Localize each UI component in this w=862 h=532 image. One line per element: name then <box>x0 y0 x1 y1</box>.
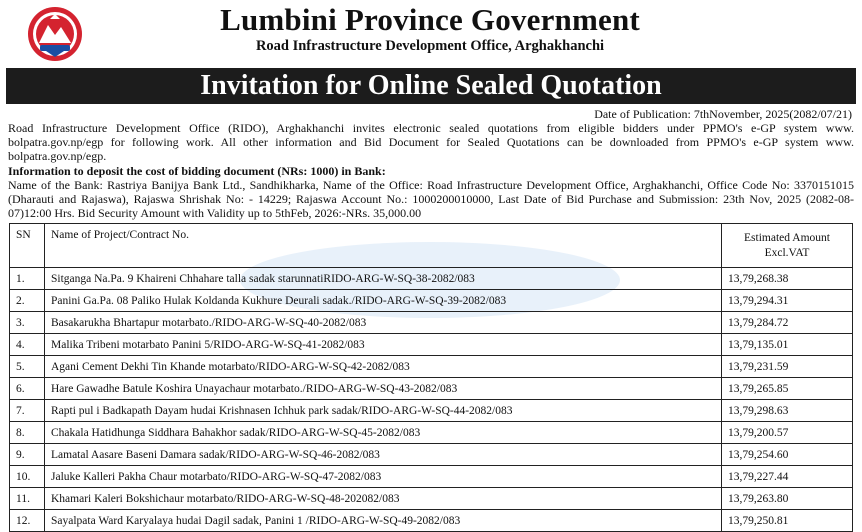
table-row <box>10 400 853 422</box>
row-sn: 12. <box>10 510 45 532</box>
row-sn: 3. <box>10 312 45 334</box>
project-name-header: Name of Project/Contract No. <box>45 224 722 268</box>
nepal-emblem-icon <box>26 5 84 63</box>
intro-paragraph: Road Infrastructure Development Office (RIDO), Arghakhanchi invites electronic sealed quotations from eligible bidders under PPMO's e-GP system www. bolpatra.gov.np/egp for following work. All other information and Bid Document for Sealed Quotations can be downloaded from PPMO's e-GP system www. bolpatra.gov.np/egp. <box>8 121 854 164</box>
row-amount: 13,79,268.38 <box>722 268 853 290</box>
row-amount: 13,79,250.81 <box>722 510 853 532</box>
amount-header-line1: Estimated Amount <box>744 231 830 244</box>
sn-header: SN <box>10 224 45 268</box>
table-row <box>10 444 853 466</box>
table-row <box>10 422 853 444</box>
row-project-name: Khamari Kaleri Bokshichaur motarbato/RIDO-ARG-W-SQ-48-202082/083 <box>45 488 722 510</box>
row-sn: 11. <box>10 488 45 510</box>
row-sn: 10. <box>10 466 45 488</box>
notice-banner: Invitation for Online Sealed Quotation <box>6 68 856 104</box>
row-project-name: Hare Gawadhe Batule Koshira Unayachaur motarbato./RIDO-ARG-W-SQ-43-2082/083 <box>45 378 722 400</box>
row-project-name: Rapti pul i Badkapath Dayam hudai Krishnasen Ichhuk park sadak/RIDO-ARG-W-SQ-44-2082/083 <box>45 400 722 422</box>
quotation-table <box>9 223 853 532</box>
row-sn: 1. <box>10 268 45 290</box>
table-row <box>10 510 853 532</box>
row-sn: 7. <box>10 400 45 422</box>
row-amount: 13,79,284.72 <box>722 312 853 334</box>
row-amount: 13,79,298.63 <box>722 400 853 422</box>
row-amount: 13,79,227.44 <box>722 466 853 488</box>
table-header-row <box>10 224 853 268</box>
row-amount: 13,79,294.31 <box>722 290 853 312</box>
row-sn: 2. <box>10 290 45 312</box>
bank-details-paragraph: Name of the Bank: Rastriya Banijya Bank Ltd., Sandhikharka, Name of the Office: Road Infrastructure Development Office, Arghakhanchi, Office Code No: 3370151015 (Dharauti and Rajaswa), Rajaswa Shrishak No: - 14229; Rajaswa Account No.: 1000200010000, Last Date of Bid Purchase and Submission: 23th Nov, 2025 (2082-08-07)12:00 Hrs. Bid Security Amount with Validity up to 5thFeb, 2026:-NRs. 35,000.00 <box>8 178 854 221</box>
row-project-name: Malika Tribeni motarbato Panini 5/RIDO-ARG-W-SQ-41-2082/083 <box>45 334 722 356</box>
row-project-name: Agani Cement Dekhi Tin Khande motarbato/RIDO-ARG-W-SQ-42-2082/083 <box>45 356 722 378</box>
table-row <box>10 466 853 488</box>
row-sn: 6. <box>10 378 45 400</box>
amount-header <box>722 224 853 268</box>
row-amount: 13,79,200.57 <box>722 422 853 444</box>
table-row <box>10 356 853 378</box>
row-sn: 9. <box>10 444 45 466</box>
row-project-name: Sitganga Na.Pa. 9 Khaireni Chhahare talla sadak starunnatiRIDO-ARG-W-SQ-38-2082/083 <box>45 268 722 290</box>
amount-header-line2: Excl.VAT <box>764 246 810 259</box>
table-row <box>10 334 853 356</box>
row-project-name: Panini Ga.Pa. 08 Paliko Hulak Koldanda Kukhure Deurali sadak./RIDO-ARG-W-SQ-39-2082/083 <box>45 290 722 312</box>
row-project-name: Sayalpata Ward Karyalaya hudai Dagil sadak, Panini 1 /RIDO-ARG-W-SQ-49-2082/083 <box>45 510 722 532</box>
table-row <box>10 378 853 400</box>
row-project-name: Lamatal Aasare Baseni Damara sadak/RIDO-ARG-W-SQ-46-2082/083 <box>45 444 722 466</box>
row-project-name: Jaluke Kalleri Pakha Chaur motarbato/RIDO-ARG-W-SQ-47-2082/083 <box>45 466 722 488</box>
publication-date: Date of Publication: 7thNovember, 2025(2082/07/21) <box>594 107 852 121</box>
table-row <box>10 488 853 510</box>
table-row <box>10 268 853 290</box>
row-amount: 13,79,231.59 <box>722 356 853 378</box>
row-amount: 13,79,263.80 <box>722 488 853 510</box>
table-body <box>10 268 853 532</box>
table-row <box>10 312 853 334</box>
page-title: Lumbini Province Government <box>220 2 640 37</box>
row-amount: 13,79,135.01 <box>722 334 853 356</box>
header <box>0 0 862 68</box>
row-amount: 13,79,254.60 <box>722 444 853 466</box>
row-sn: 8. <box>10 422 45 444</box>
row-project-name: Chakala Hatidhunga Siddhara Bahakhor sadak/RIDO-ARG-W-SQ-45-2082/083 <box>45 422 722 444</box>
office-subtitle: Road Infrastructure Development Office, Arghakhanchi <box>255 38 605 54</box>
table-row <box>10 290 853 312</box>
row-project-name: Basakarukha Bhartapur motarbato./RIDO-ARG-W-SQ-40-2082/083 <box>45 312 722 334</box>
row-amount: 13,79,265.85 <box>722 378 853 400</box>
row-sn: 4. <box>10 334 45 356</box>
row-sn: 5. <box>10 356 45 378</box>
bank-info-heading: Information to deposit the cost of bidding document (NRs: 1000) in Bank: <box>8 164 386 178</box>
